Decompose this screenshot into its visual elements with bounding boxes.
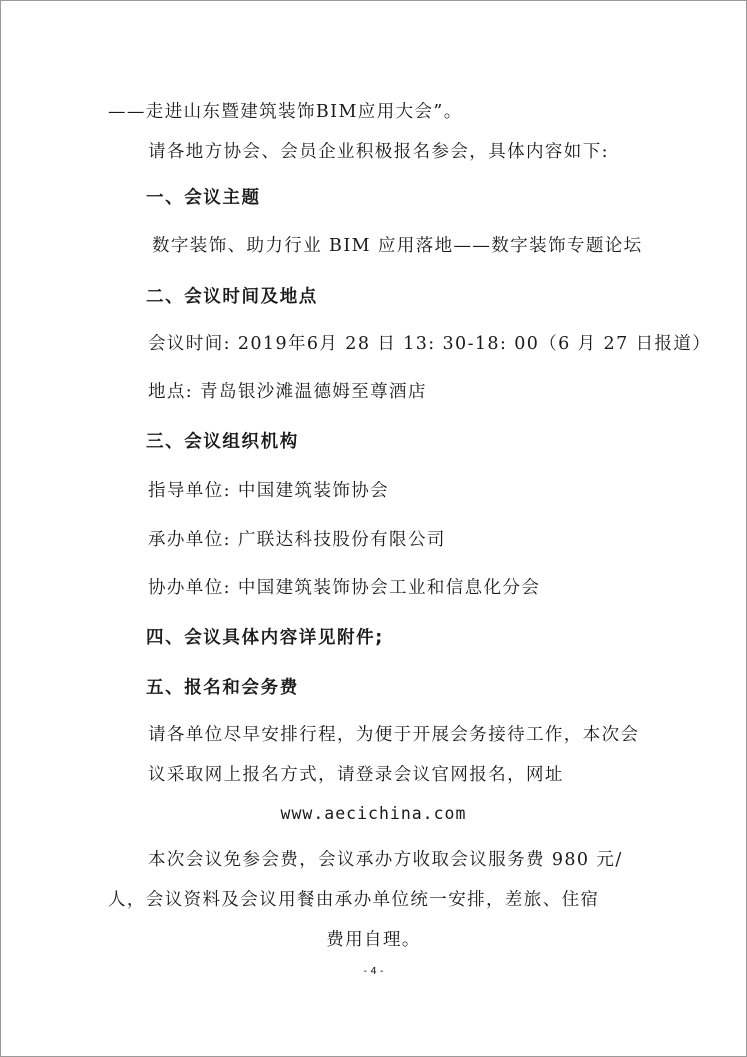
section-2-heading: 二、会议时间及地点	[146, 287, 318, 307]
co-organizer-text: 协办单位: 中国建筑装饰协会工业和信息化分会	[148, 578, 541, 598]
section-1-text: 数字装饰、助力行业 BIM 应用落地——数字装饰专题论坛	[152, 236, 643, 256]
fee-paragraph-line-1: 本次会议免参会费，会议承办方收取会议服务费 980 元/	[148, 850, 623, 870]
section-4-heading: 四、会议具体内容详见附件;	[146, 628, 384, 648]
registration-paragraph-line-1: 请各单位尽早安排行程，为便于开展会务接待工作，本次会	[148, 725, 640, 745]
fee-paragraph-line-2: 人，会议资料及会议用餐由承办单位统一安排，差旅、住宿	[108, 890, 600, 910]
meeting-place-text: 地点: 青岛银沙滩温德姆至尊酒店	[148, 382, 427, 402]
meeting-time-text: 会议时间: 2019年6月 28 日 13: 30-18: 00（6 月 27 日报道）	[148, 334, 712, 354]
invitation-text: 请各地方协会、会员企业积极报名参会，具体内容如下:	[148, 142, 609, 162]
guiding-unit-text: 指导单位: 中国建筑装饰协会	[148, 481, 390, 501]
website-url: www.aecichina.com	[280, 804, 467, 823]
section-1-heading: 一、会议主题	[146, 188, 261, 208]
host-unit-text: 承办单位: 广联达科技股份有限公司	[148, 530, 446, 550]
intro-tail-text: ——走进山东暨建筑装饰BIM应用大会”。	[108, 102, 463, 122]
registration-paragraph-line-2: 议采取网上报名方式，请登录会议官网报名，网址	[148, 765, 564, 785]
page-number: - 4 -	[363, 966, 384, 977]
section-3-heading: 三、会议组织机构	[146, 432, 299, 452]
fee-paragraph-line-3: 费用自理。	[326, 930, 421, 950]
section-5-heading: 五、报名和会务费	[146, 678, 299, 698]
